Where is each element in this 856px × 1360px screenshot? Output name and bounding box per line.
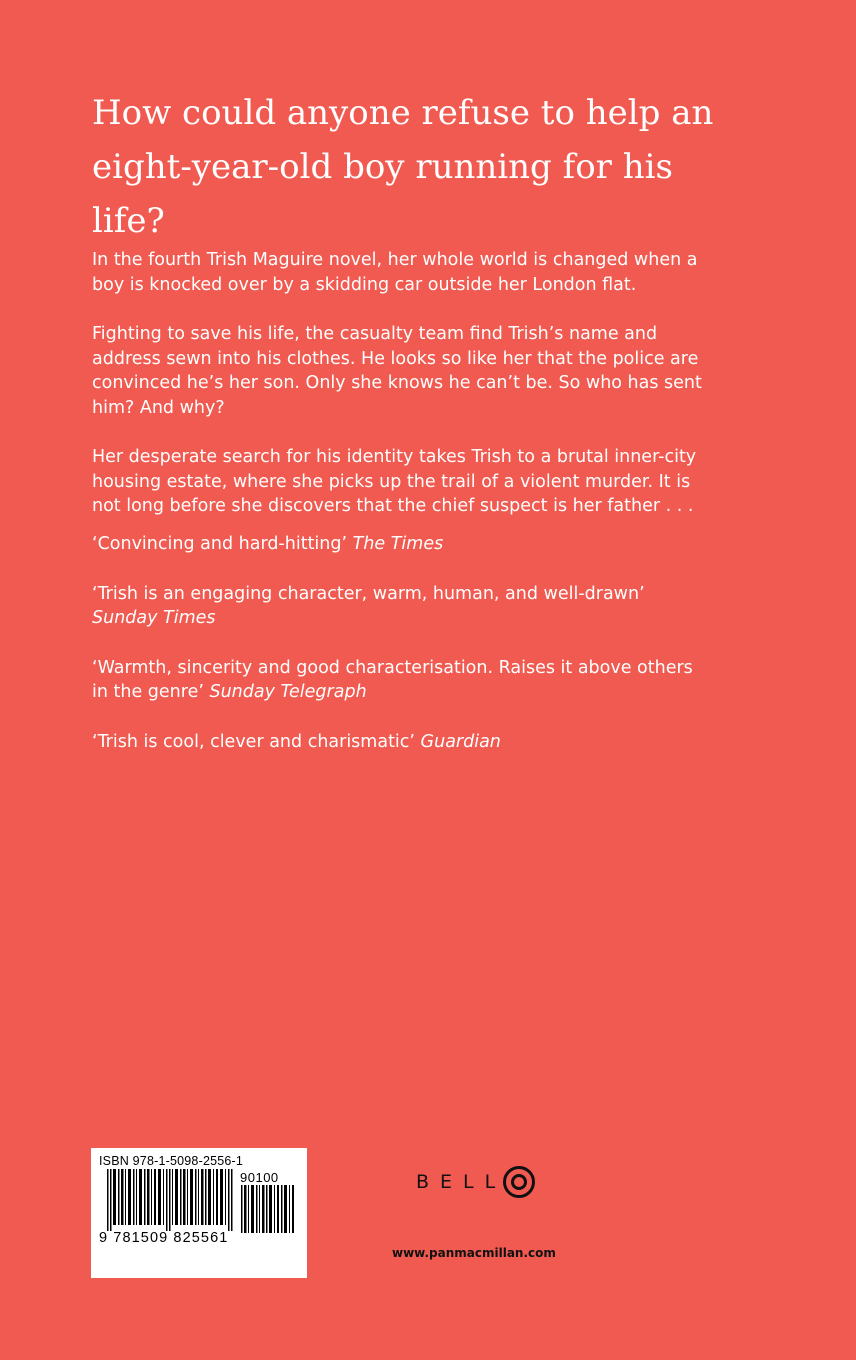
quote-source: Sunday Times <box>92 608 216 628</box>
review-quotes <box>92 532 712 779</box>
quote-text: ‘Trish is cool, clever and charismatic’ <box>92 731 421 752</box>
quote-source: Guardian <box>420 731 501 752</box>
bello-o-logo-icon <box>502 1165 536 1199</box>
review-quote <box>92 532 712 557</box>
addon-barcode-icon <box>241 1185 295 1233</box>
blurb <box>92 248 712 544</box>
review-quote <box>92 582 712 631</box>
blurb-paragraph-2: Fighting to save his life, the casualty team find Trish’s name and address sewn into his clothes. He looks so like her that the police are convinced he’s her son. Only she knows he can’t be. So who has sent him? And why? <box>92 324 702 418</box>
review-quote <box>92 656 712 705</box>
barcode-bars-icon <box>107 1169 235 1231</box>
publisher-logo <box>416 1164 536 1200</box>
quote-source: The Times <box>352 534 444 554</box>
publisher-website: www.panmacmillan.com <box>392 1246 556 1260</box>
isbn-barcode <box>91 1148 307 1278</box>
isbn-label: ISBN 978-1-5098-2556-1 <box>99 1154 244 1168</box>
quote-text: ‘Trish is an engaging character, warm, human, and well-drawn’ <box>92 583 645 604</box>
logo-text: BELL <box>416 1171 507 1193</box>
quote-text: ‘Warmth, sincerity and good characterisation. Raises it above others in the genre’ <box>92 657 693 702</box>
headline: How could anyone refuse to help an eight-year-old boy running for his life? <box>92 93 714 241</box>
quote-text: ‘Convincing and hard-hitting’ <box>92 534 353 554</box>
barcode-digits: 9 781509 825561 <box>99 1230 229 1246</box>
blurb-paragraph-3: Her desperate search for his identity takes Trish to a brutal inner-city housing estate, where she picks up the trail of a violent murder. It is not long before she discovers that the chief suspect is her father . . . <box>92 447 697 516</box>
review-quote <box>92 730 712 755</box>
price-code: 90100 <box>240 1170 279 1185</box>
quote-source: Sunday Telegraph <box>209 682 367 702</box>
blurb-paragraph-1: In the fourth Trish Maguire novel, her whole world is changed when a boy is knocked over by a skidding car outside her London flat. <box>92 250 698 295</box>
